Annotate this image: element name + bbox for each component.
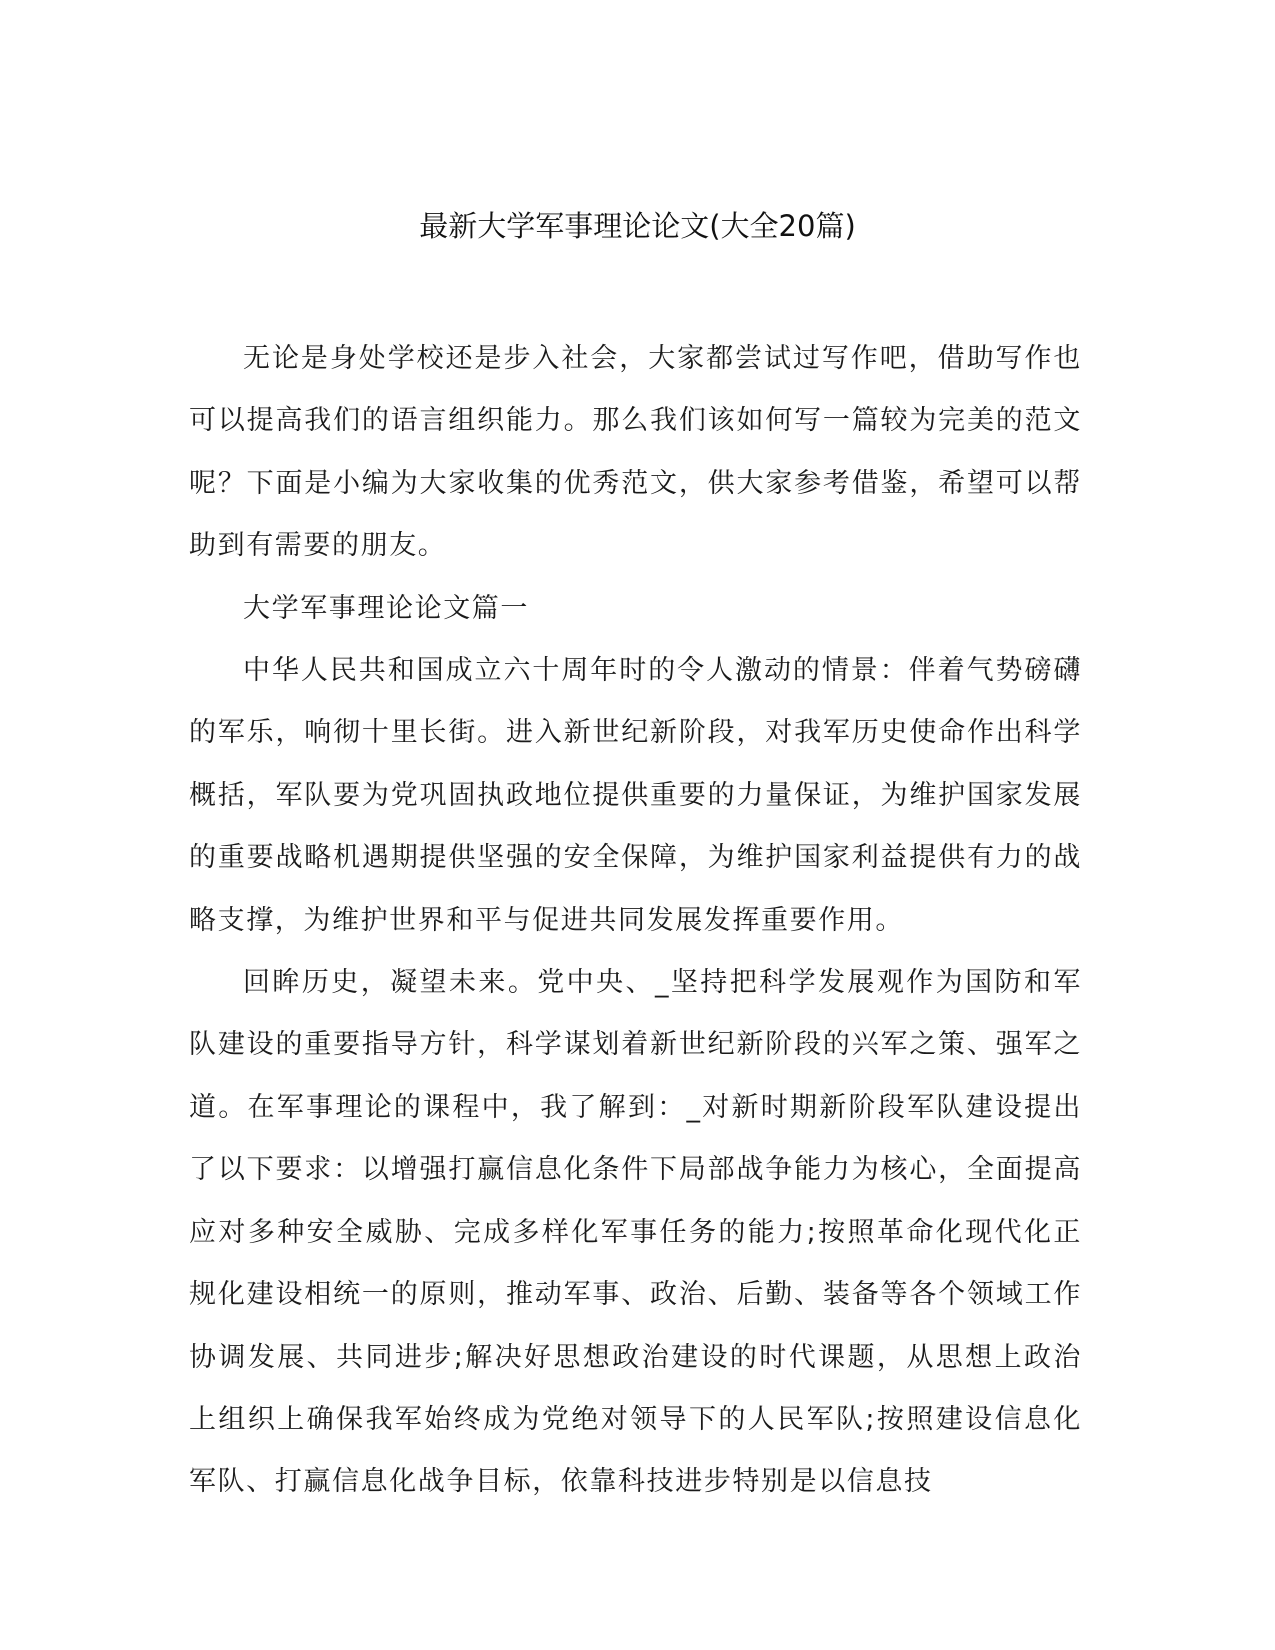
section-heading: 大学军事理论论文篇一 <box>243 592 529 624</box>
intro-paragraph: 无论是身处学校还是步入社会，大家都尝试过写作吧，借助写作也可以提高我们的语言组织能力。那么我们该如何写一篇较为完美的范文呢？下面是小编为大家收集的优秀范文，供大家参考借鉴，希望可以帮助到有需要的朋友。 <box>189 343 1082 562</box>
body-paragraph: 回眸历史，凝望未来。党中央、_坚持把科学发展观作为国防和军队建设的重要指导方针，科学谋划着新世纪新阶段的兴军之策、强军之道。在军事理论的课程中，我了解到：_对新时期新阶段军队建设提出了以下要求：以增强打赢信息化条件下局部战争能力为核心，全面提高应对多种安全威胁、完成多样化军事任务的能力;按照革命化现代化正规化建设相统一的原则，推动军事、政治、后勤、装备等各个领域工作协调发展、共同进步;解决好思想政治建设的时代课题，从思想上政治上组织上确保我军始终成为党绝对领导下的人民军队;按照建设信息化军队、打赢信息化战争目标，依靠科技进步特别是以信息技 <box>189 967 1082 1498</box>
document-body <box>189 328 1082 1514</box>
document-title: 最新大学军事理论论文(大全20篇) <box>419 209 856 243</box>
body-paragraph: 中华人民共和国成立六十周年时的令人激动的情景：伴着气势磅礴的军乐，响彻十里长街。进入新世纪新阶段，对我军历史使命作出科学概括，军队要为党巩固执政地位提供重要的力量保证，为维护国家发展的重要战略机遇期提供坚强的安全保障，为维护国家利益提供有力的战略支撑，为维护世界和平与促进共同发展发挥重要作用。 <box>189 655 1082 936</box>
